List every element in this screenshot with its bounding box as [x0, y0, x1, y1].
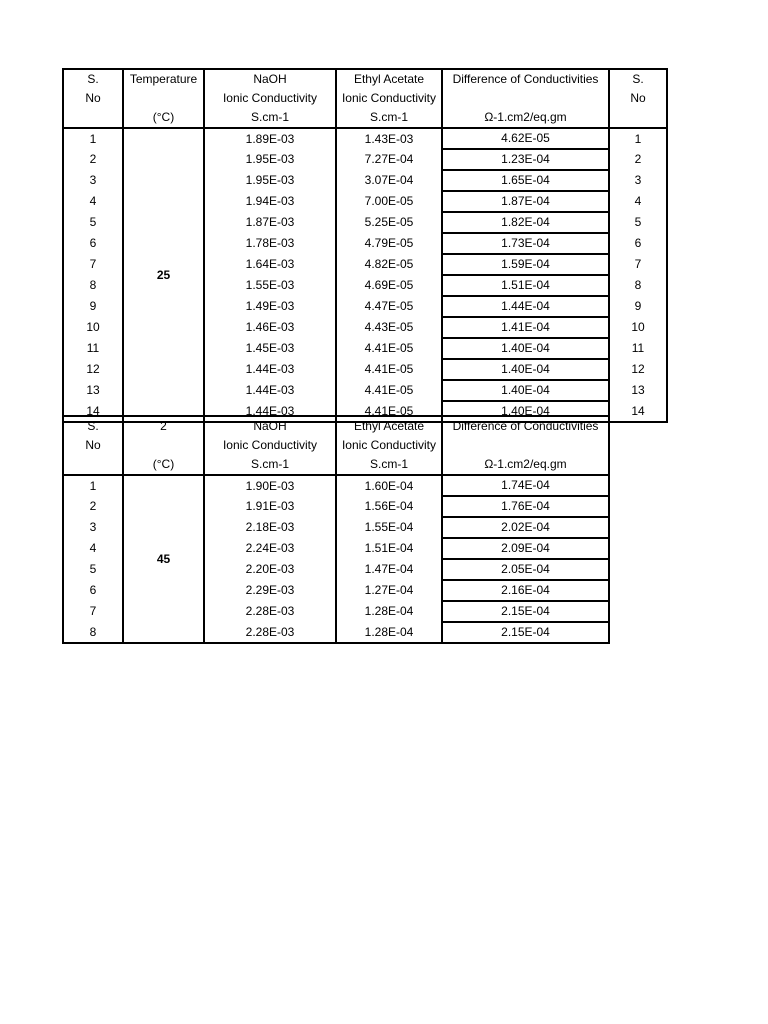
sno-cell: 3 — [89, 173, 97, 187]
sno-right-cell: 3 — [609, 170, 667, 191]
header-difference-unit: Ω-1.cm2/eq.gm — [442, 108, 609, 128]
header-naoh-line2: Ionic Conductivity — [204, 89, 336, 108]
table1-body — [63, 128, 667, 422]
ethyl-acetate-conductivity-cell: 4.41E-05 — [336, 338, 442, 359]
header-ethyl-acetate-unit: S.cm-1 — [336, 108, 442, 128]
naoh-conductivity-cell: 2.28E-03 — [204, 601, 336, 622]
ethyl-acetate-conductivity-cell: 7.00E-05 — [336, 191, 442, 212]
naoh-conductivity-cell: 1.78E-03 — [204, 233, 336, 254]
sno-cell: 5 — [89, 215, 97, 229]
ethyl-acetate-conductivity-cell: 3.07E-04 — [336, 170, 442, 191]
difference-cell: 1.40E-04 — [442, 380, 609, 401]
header-ethyl-acetate-line2: Ionic Conductivity — [336, 89, 442, 108]
ethyl-acetate-conductivity-cell: 1.27E-04 — [336, 580, 442, 601]
ethyl-acetate-conductivity-cell: 4.69E-05 — [336, 275, 442, 296]
naoh-conductivity-cell: 1.44E-03 — [204, 359, 336, 380]
naoh-conductivity-cell: 1.89E-03 — [204, 128, 336, 149]
header-sno-line3 — [63, 455, 123, 475]
difference-cell: 2.15E-04 — [442, 622, 609, 643]
sno-right-cell: 7 — [609, 254, 667, 275]
sno-right-cell: 2 — [609, 149, 667, 170]
header-temperature-unit: (°C) — [123, 108, 204, 128]
sno-cell: 1 — [89, 478, 97, 493]
ethyl-acetate-conductivity-cell: 1.28E-04 — [336, 622, 442, 643]
difference-cell: 1.74E-04 — [442, 475, 609, 496]
header-ethyl-acetate: Ethyl Acetate — [336, 69, 442, 89]
sno-cell: 7 — [89, 257, 97, 271]
naoh-conductivity-cell: 2.20E-03 — [204, 559, 336, 580]
sno-cell: 3 — [89, 520, 97, 534]
ethyl-acetate-conductivity-cell: 1.28E-04 — [336, 601, 442, 622]
table1-header — [63, 69, 667, 128]
header-ethyl-acetate: Ethyl Acetate — [336, 416, 442, 436]
header-sno: S. — [87, 419, 99, 433]
ethyl-acetate-conductivity-cell: 1.60E-04 — [336, 475, 442, 496]
header-difference: Difference of Conductivities — [442, 69, 609, 89]
table2-header — [63, 416, 609, 475]
naoh-conductivity-cell: 1.64E-03 — [204, 254, 336, 275]
naoh-conductivity-cell: 1.94E-03 — [204, 191, 336, 212]
ethyl-acetate-conductivity-cell: 4.79E-05 — [336, 233, 442, 254]
temperature-cell: 45 — [123, 475, 204, 643]
header-difference-line2 — [442, 436, 609, 455]
difference-cell: 1.76E-04 — [442, 496, 609, 517]
header-naoh: NaOH — [204, 416, 336, 436]
difference-cell: 1.87E-04 — [442, 191, 609, 212]
ethyl-acetate-conductivity-cell: 4.82E-05 — [336, 254, 442, 275]
sno-cell: 12 — [86, 362, 100, 376]
sno-cell: 1 — [89, 131, 97, 146]
ethyl-acetate-conductivity-cell: 4.43E-05 — [336, 317, 442, 338]
ethyl-acetate-conductivity-cell: 4.41E-05 — [336, 401, 442, 422]
sno-cell: 2 — [89, 499, 97, 513]
sno-right-cell: 14 — [609, 401, 667, 422]
sno-cell: 2 — [89, 152, 97, 166]
header-temperature: 2 — [123, 416, 204, 436]
difference-cell: 2.05E-04 — [442, 559, 609, 580]
naoh-conductivity-cell: 1.45E-03 — [204, 338, 336, 359]
sno-cell: 5 — [89, 562, 97, 576]
naoh-conductivity-cell: 1.95E-03 — [204, 170, 336, 191]
header-difference-unit: Ω-1.cm2/eq.gm — [442, 455, 609, 475]
sno-right-cell: 5 — [609, 212, 667, 233]
naoh-conductivity-cell: 1.95E-03 — [204, 149, 336, 170]
difference-cell: 1.41E-04 — [442, 317, 609, 338]
header-ethyl-acetate-unit: S.cm-1 — [336, 455, 442, 475]
ethyl-acetate-conductivity-cell: 1.47E-04 — [336, 559, 442, 580]
difference-cell: 1.40E-04 — [442, 338, 609, 359]
header-naoh-unit: S.cm-1 — [204, 455, 336, 475]
naoh-conductivity-cell: 1.49E-03 — [204, 296, 336, 317]
difference-cell: 1.40E-04 — [442, 359, 609, 380]
difference-cell: 1.82E-04 — [442, 212, 609, 233]
ethyl-acetate-conductivity-cell: 1.43E-03 — [336, 128, 442, 149]
header-sno-right: S. — [609, 69, 667, 89]
header-sno-line3 — [63, 108, 123, 128]
sno-right-cell: 9 — [609, 296, 667, 317]
naoh-conductivity-cell: 1.46E-03 — [204, 317, 336, 338]
difference-cell: 1.59E-04 — [442, 254, 609, 275]
sno-right-cell: 12 — [609, 359, 667, 380]
sno-cell: 4 — [89, 541, 97, 555]
sno-right-cell: 13 — [609, 380, 667, 401]
sno-cell: 8 — [89, 278, 97, 292]
sno-cell: 8 — [89, 624, 97, 639]
ethyl-acetate-conductivity-cell: 7.27E-04 — [336, 149, 442, 170]
naoh-conductivity-cell: 1.90E-03 — [204, 475, 336, 496]
table-row — [63, 475, 609, 496]
sno-cell: 7 — [89, 604, 97, 618]
naoh-conductivity-cell: 1.87E-03 — [204, 212, 336, 233]
difference-cell: 1.65E-04 — [442, 170, 609, 191]
header-sno-right-line2: No — [609, 89, 667, 108]
difference-cell: 4.62E-05 — [442, 128, 609, 149]
sno-right-cell: 11 — [609, 338, 667, 359]
sno-right-cell: 8 — [609, 275, 667, 296]
ethyl-acetate-conductivity-cell: 4.41E-05 — [336, 359, 442, 380]
header-naoh-line2: Ionic Conductivity — [204, 436, 336, 455]
header-temperature-line2 — [123, 89, 204, 108]
header-difference-line2 — [442, 89, 609, 108]
temperature-cell: 25 — [123, 128, 204, 422]
difference-cell: 2.15E-04 — [442, 601, 609, 622]
header-naoh-unit: S.cm-1 — [204, 108, 336, 128]
sno-cell: 6 — [89, 583, 97, 597]
ethyl-acetate-conductivity-cell: 1.55E-04 — [336, 517, 442, 538]
naoh-conductivity-cell: 2.18E-03 — [204, 517, 336, 538]
conductivity-table-45c — [62, 415, 610, 644]
sno-cell: 9 — [89, 299, 97, 313]
ethyl-acetate-conductivity-cell: 1.56E-04 — [336, 496, 442, 517]
ethyl-acetate-conductivity-cell: 5.25E-05 — [336, 212, 442, 233]
sno-right-cell: 1 — [609, 128, 667, 149]
sno-cell: 11 — [86, 341, 100, 355]
header-temperature-line2 — [123, 436, 204, 455]
difference-cell: 1.44E-04 — [442, 296, 609, 317]
header-sno: S. — [87, 72, 99, 86]
sno-cell: 4 — [89, 194, 97, 208]
sno-cell: 14 — [86, 403, 100, 418]
table2-body — [63, 475, 609, 643]
header-temperature-unit: (°C) — [123, 455, 204, 475]
header-naoh: NaOH — [204, 69, 336, 89]
sno-right-cell: 10 — [609, 317, 667, 338]
naoh-conductivity-cell: 1.55E-03 — [204, 275, 336, 296]
difference-cell: 1.51E-04 — [442, 275, 609, 296]
conductivity-table-25c — [62, 68, 668, 423]
naoh-conductivity-cell: 1.91E-03 — [204, 496, 336, 517]
difference-cell: 1.40E-04 — [442, 401, 609, 422]
difference-cell: 2.09E-04 — [442, 538, 609, 559]
ethyl-acetate-conductivity-cell: 1.51E-04 — [336, 538, 442, 559]
naoh-conductivity-cell: 2.28E-03 — [204, 622, 336, 643]
naoh-conductivity-cell: 1.44E-03 — [204, 401, 336, 422]
ethyl-acetate-conductivity-cell: 4.47E-05 — [336, 296, 442, 317]
sno-cell: 6 — [89, 236, 97, 250]
difference-cell: 2.02E-04 — [442, 517, 609, 538]
table-row — [63, 128, 667, 149]
naoh-conductivity-cell: 2.24E-03 — [204, 538, 336, 559]
difference-cell: 2.16E-04 — [442, 580, 609, 601]
header-sno-right-line3 — [609, 108, 667, 128]
difference-cell: 1.23E-04 — [442, 149, 609, 170]
header-ethyl-acetate-line2: Ionic Conductivity — [336, 436, 442, 455]
naoh-conductivity-cell: 1.44E-03 — [204, 380, 336, 401]
sno-cell: 13 — [86, 383, 100, 397]
sno-right-cell: 6 — [609, 233, 667, 254]
header-temperature: Temperature — [123, 69, 204, 89]
naoh-conductivity-cell: 2.29E-03 — [204, 580, 336, 601]
header-sno-line2: No — [85, 91, 101, 105]
header-sno-line2: No — [85, 438, 101, 452]
ethyl-acetate-conductivity-cell: 4.41E-05 — [336, 380, 442, 401]
sno-cell: 10 — [86, 320, 100, 334]
sno-right-cell: 4 — [609, 191, 667, 212]
difference-cell: 1.73E-04 — [442, 233, 609, 254]
header-difference: Difference of Conductivities — [442, 416, 609, 436]
